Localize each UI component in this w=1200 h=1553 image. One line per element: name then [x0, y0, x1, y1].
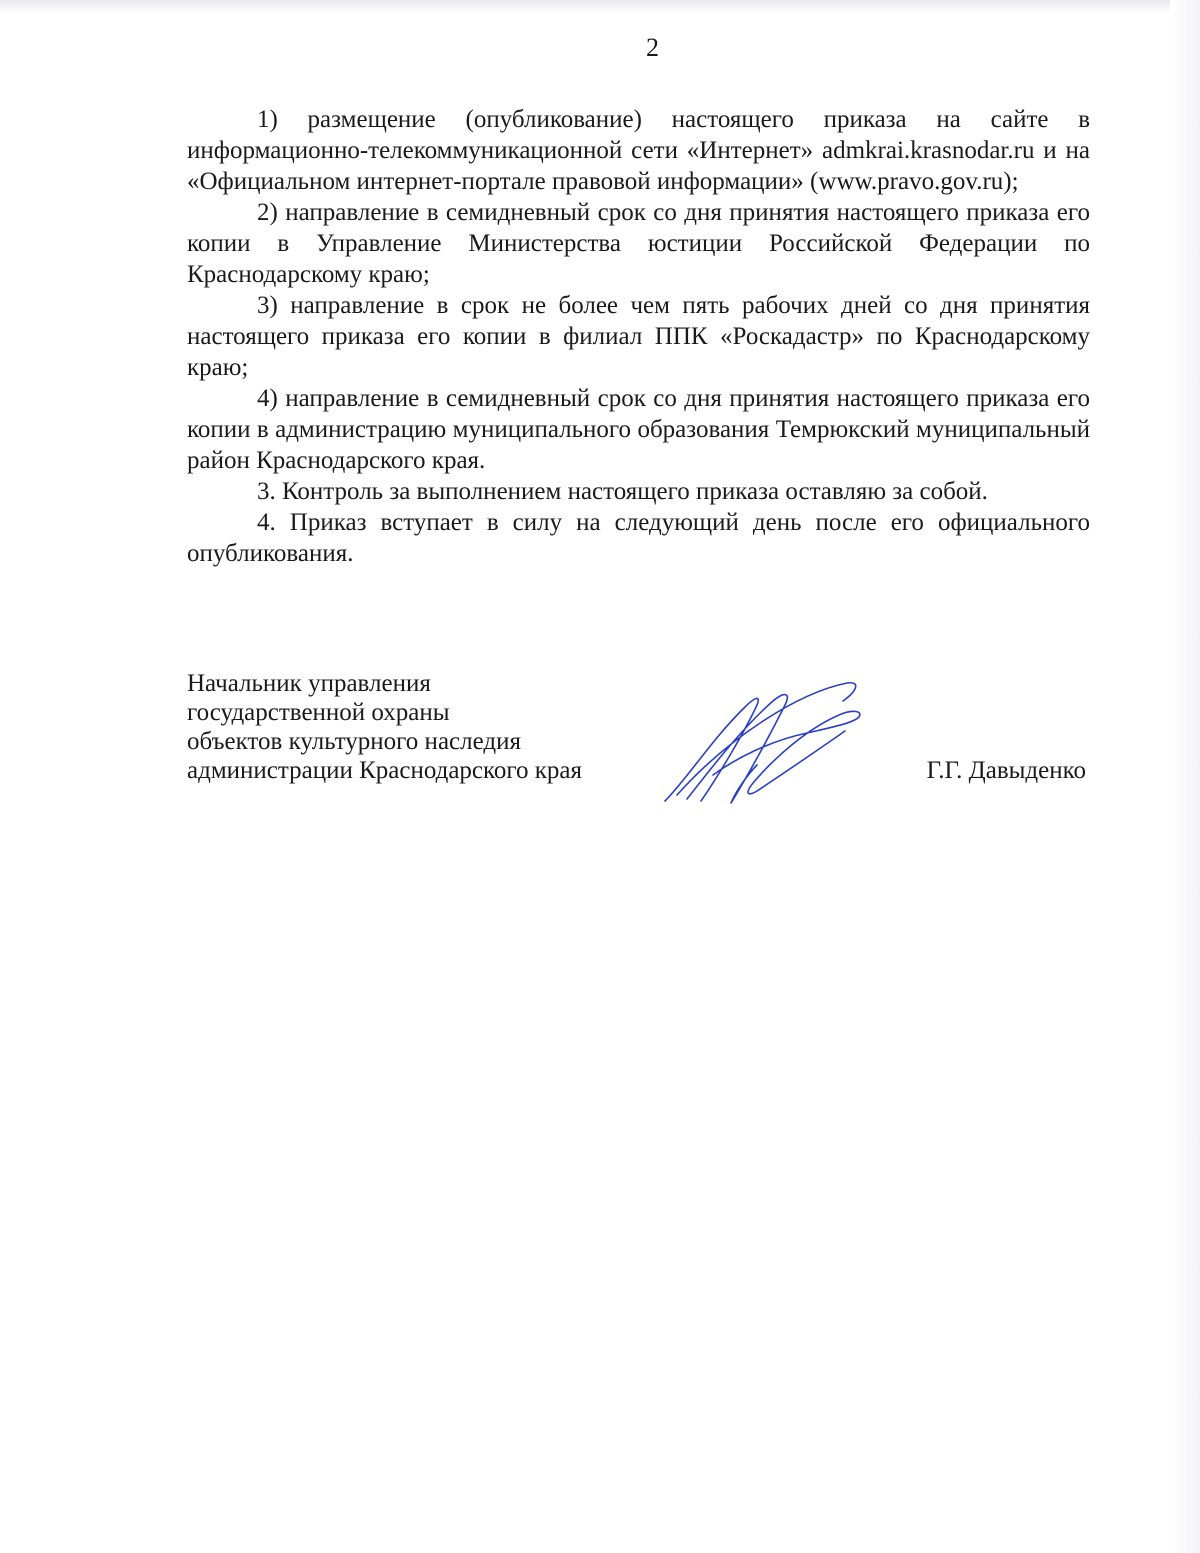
handwritten-signature [657, 679, 867, 809]
paragraph-temryuk-administration: 4) направление в семидневный срок со дня принятия настоящего приказа его копии в администрацию муниципального образования Темрюкский муниципальный район Краснодарского края. [187, 385, 1090, 474]
scan-edge-top [0, 0, 1200, 14]
scan-edge-right [1170, 0, 1200, 1553]
signer-position-line: администрации Краснодарского края [187, 757, 583, 784]
signer-name: Г.Г. Давыденко [926, 757, 1086, 784]
signer-position-line: объектов культурного наследия [187, 728, 521, 755]
page-number: 2 [646, 33, 659, 62]
signature-block [187, 669, 1090, 809]
paragraph-ministry-justice: 2) направление в семидневный срок со дня принятия настоящего приказа его копии в Управление Министерства юстиции Российской Федерации по Краснодарскому краю; [187, 199, 1090, 288]
paragraph-publication: 1) размещение (опубликование) настоящего приказа на сайте в информационно-телекоммуникационной сети «Интернет» admkrai.krasnodar.ru и на «Официальном интернет-портале правовой информации» (www.pravo.gov.ru); [187, 106, 1090, 195]
signer-position-line: государственной охраны [187, 699, 450, 726]
signer-position-line: Начальник управления [187, 670, 431, 697]
signer-position [187, 669, 647, 785]
paragraph-roskadastr: 3) направление в срок не более чем пять рабочих дней со дня принятия настоящего приказа его копии в филиал ППК «Роскадастр» по Краснодарскому краю; [187, 292, 1090, 381]
paragraph-control: 3. Контроль за выполнением настоящего приказа оставляю за собой. [257, 478, 988, 505]
paragraph-entry-into-force: 4. Приказ вступает в силу на следующий день после его официального опубликования. [187, 509, 1090, 567]
document-body [187, 104, 1090, 569]
